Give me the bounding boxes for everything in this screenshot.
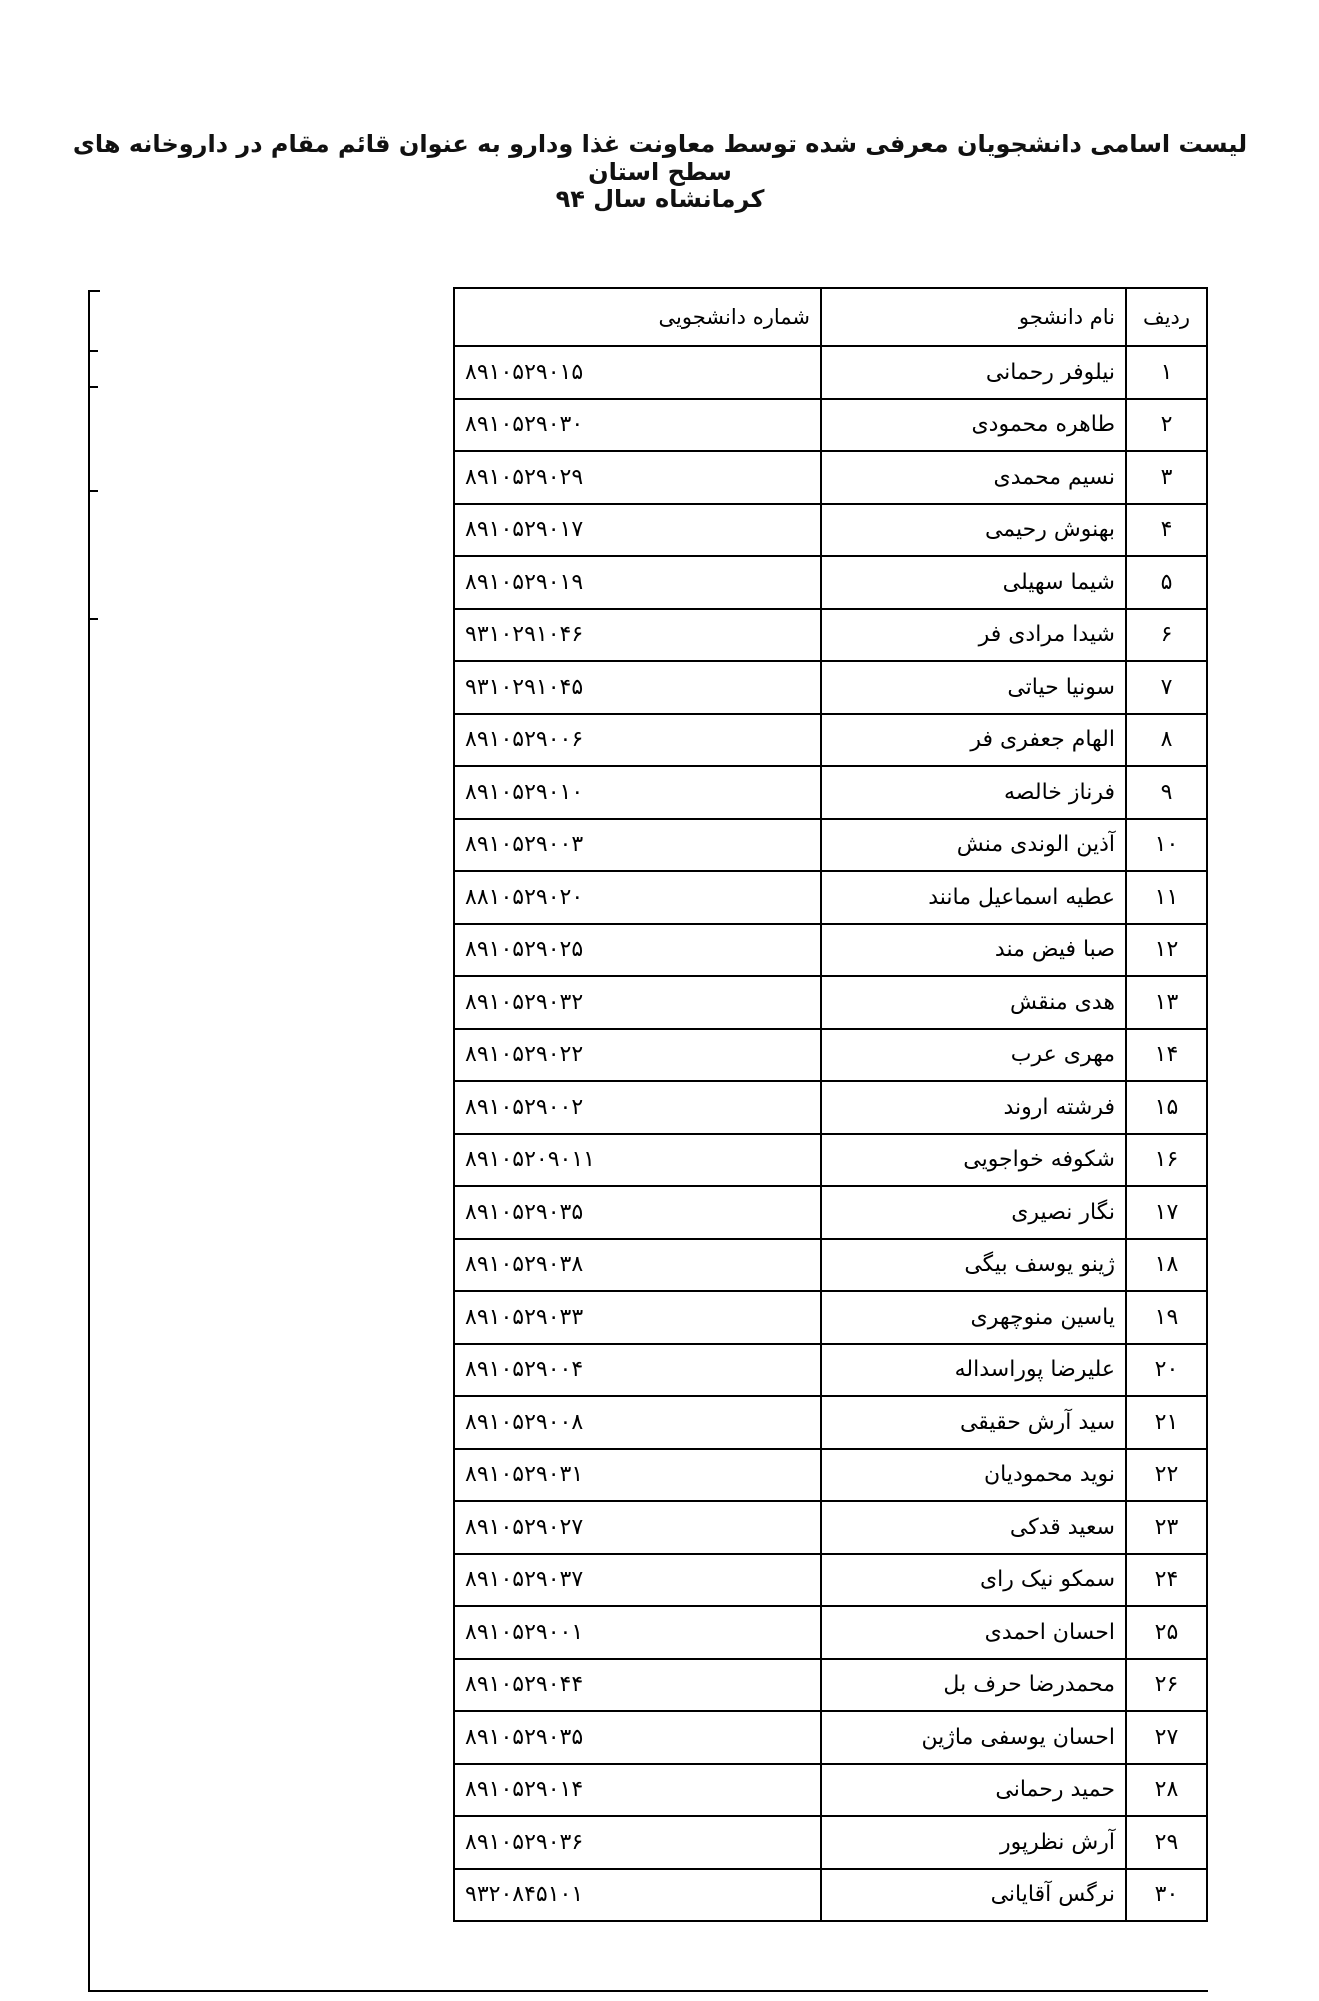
row-number-cell: ۲ xyxy=(1126,399,1207,452)
scan-edge-tick xyxy=(88,490,98,492)
student-id-cell: ۸۹۱۰۵۲۹۰۳۶ xyxy=(454,1816,821,1869)
table-row xyxy=(454,346,1207,399)
row-number-cell: ۲۵ xyxy=(1126,1606,1207,1659)
table-row xyxy=(454,1344,1207,1397)
table-row xyxy=(454,504,1207,557)
student-name-cell: نوید محمودیان xyxy=(821,1449,1126,1502)
table-row xyxy=(454,1764,1207,1817)
table-row xyxy=(454,1239,1207,1292)
row-number-cell: ۷ xyxy=(1126,661,1207,714)
student-id-cell: ۸۹۱۰۵۲۹۰۰۲ xyxy=(454,1081,821,1134)
student-name-cell: سعید قدکی xyxy=(821,1501,1126,1554)
scan-edge-tick xyxy=(88,618,98,620)
row-number-cell: ۱ xyxy=(1126,346,1207,399)
table-row xyxy=(454,399,1207,452)
row-number-cell: ۲۸ xyxy=(1126,1764,1207,1817)
student-id-cell: ۸۹۱۰۵۲۹۰۰۴ xyxy=(454,1344,821,1397)
student-name-cell: احسان احمدی xyxy=(821,1606,1126,1659)
table-row xyxy=(454,1081,1207,1134)
table-row xyxy=(454,819,1207,872)
table-row xyxy=(454,556,1207,609)
student-id-cell: ۸۹۱۰۵۲۹۰۰۱ xyxy=(454,1606,821,1659)
student-name-cell: فرشته اروند xyxy=(821,1081,1126,1134)
scan-edge-line xyxy=(88,290,90,1990)
student-name-cell: محمدرضا حرف بل xyxy=(821,1659,1126,1712)
student-id-cell: ۸۹۱۰۵۲۹۰۳۲ xyxy=(454,976,821,1029)
table-row xyxy=(454,1816,1207,1869)
student-id-cell: ۸۹۱۰۵۲۹۰۲۲ xyxy=(454,1029,821,1082)
student-id-cell: ۸۹۱۰۵۲۹۰۱۵ xyxy=(454,346,821,399)
student-name-cell: بهنوش رحیمی xyxy=(821,504,1126,557)
student-name-cell: عطیه اسماعیل مانند xyxy=(821,871,1126,924)
student-name-cell: طاهره محمودی xyxy=(821,399,1126,452)
student-name-cell: حمید رحمانی xyxy=(821,1764,1126,1817)
student-id-cell: ۸۹۱۰۵۲۹۰۳۳ xyxy=(454,1291,821,1344)
table-row xyxy=(454,1291,1207,1344)
table-row xyxy=(454,451,1207,504)
scan-edge-tick xyxy=(88,290,100,292)
table-row xyxy=(454,661,1207,714)
row-number-cell: ۵ xyxy=(1126,556,1207,609)
row-number-cell: ۲۲ xyxy=(1126,1449,1207,1502)
header-row-number: ردیف xyxy=(1126,288,1207,346)
student-name-cell: نرگس آقایانی xyxy=(821,1869,1126,1922)
student-id-cell: ۸۹۱۰۵۲۹۰۱۷ xyxy=(454,504,821,557)
row-number-cell: ۲۱ xyxy=(1126,1396,1207,1449)
student-name-cell: نگار نصیری xyxy=(821,1186,1126,1239)
table-row xyxy=(454,1501,1207,1554)
row-number-cell: ۴ xyxy=(1126,504,1207,557)
row-number-cell: ۶ xyxy=(1126,609,1207,662)
student-id-cell: ۸۹۱۰۵۲۹۰۲۹ xyxy=(454,451,821,504)
student-id-cell: ۸۹۱۰۵۲۹۰۰۳ xyxy=(454,819,821,872)
row-number-cell: ۱۱ xyxy=(1126,871,1207,924)
student-name-cell: شیما سهیلی xyxy=(821,556,1126,609)
table-row xyxy=(454,714,1207,767)
table-row xyxy=(454,1134,1207,1187)
student-id-cell: ۸۹۱۰۵۲۹۰۳۵ xyxy=(454,1186,821,1239)
student-id-cell: ۸۸۱۰۵۲۹۰۲۰ xyxy=(454,871,821,924)
student-name-cell: آذین الوندی منش xyxy=(821,819,1126,872)
row-number-cell: ۳ xyxy=(1126,451,1207,504)
table-row xyxy=(454,871,1207,924)
table-row xyxy=(454,766,1207,819)
student-name-cell: هدی منقش xyxy=(821,976,1126,1029)
table-row xyxy=(454,1186,1207,1239)
row-number-cell: ۸ xyxy=(1126,714,1207,767)
student-name-cell: احسان یوسفی ماژین xyxy=(821,1711,1126,1764)
student-name-cell: نیلوفر رحمانی xyxy=(821,346,1126,399)
row-number-cell: ۱۵ xyxy=(1126,1081,1207,1134)
student-name-cell: سید آرش حقیقی xyxy=(821,1396,1126,1449)
student-id-cell: ۸۹۱۰۵۲۹۰۳۵ xyxy=(454,1711,821,1764)
table-row xyxy=(454,1659,1207,1712)
student-name-cell: ژینو یوسف بیگی xyxy=(821,1239,1126,1292)
row-number-cell: ۲۷ xyxy=(1126,1711,1207,1764)
student-name-cell: شیدا مرادی فر xyxy=(821,609,1126,662)
scan-edge-bottom xyxy=(88,1990,1208,1992)
row-number-cell: ۱۴ xyxy=(1126,1029,1207,1082)
table-row xyxy=(454,1554,1207,1607)
row-number-cell: ۱۷ xyxy=(1126,1186,1207,1239)
student-id-cell: ۸۹۱۰۵۲۹۰۱۹ xyxy=(454,556,821,609)
student-id-cell: ۹۳۱۰۲۹۱۰۴۵ xyxy=(454,661,821,714)
table-row xyxy=(454,1396,1207,1449)
student-name-cell: سمکو نیک رای xyxy=(821,1554,1126,1607)
table-row xyxy=(454,1711,1207,1764)
student-id-cell: ۸۹۱۰۵۲۹۰۰۶ xyxy=(454,714,821,767)
row-number-cell: ۱۲ xyxy=(1126,924,1207,977)
student-name-cell: مهری عرب xyxy=(821,1029,1126,1082)
table-row xyxy=(454,609,1207,662)
row-number-cell: ۹ xyxy=(1126,766,1207,819)
student-id-cell: ۸۹۱۰۵۲۹۰۲۷ xyxy=(454,1501,821,1554)
row-number-cell: ۲۴ xyxy=(1126,1554,1207,1607)
document-title-line-1: لیست اسامی دانشجویان معرفی شده توسط معاونت غذا ودارو به عنوان قائم مقام در داروخانه های سطح استان xyxy=(72,130,1248,186)
row-number-cell: ۱۹ xyxy=(1126,1291,1207,1344)
student-name-cell: شکوفه خواجویی xyxy=(821,1134,1126,1187)
student-name-cell: یاسین منوچهری xyxy=(821,1291,1126,1344)
header-student-name: نام دانشجو xyxy=(821,288,1126,346)
scan-edge-tick xyxy=(88,386,98,388)
students-table xyxy=(453,287,1208,1922)
student-id-cell: ۸۹۱۰۵۲۰۹۰۱۱ xyxy=(454,1134,821,1187)
table-row xyxy=(454,1029,1207,1082)
row-number-cell: ۲۶ xyxy=(1126,1659,1207,1712)
table-row xyxy=(454,1869,1207,1922)
row-number-cell: ۱۰ xyxy=(1126,819,1207,872)
row-number-cell: ۲۹ xyxy=(1126,1816,1207,1869)
row-number-cell: ۲۳ xyxy=(1126,1501,1207,1554)
student-id-cell: ۸۹۱۰۵۲۹۰۰۸ xyxy=(454,1396,821,1449)
student-id-cell: ۸۹۱۰۵۲۹۰۱۴ xyxy=(454,1764,821,1817)
document-title-line-2: کرمانشاه سال ۹۴ xyxy=(555,185,765,213)
student-id-cell: ۸۹۱۰۵۲۹۰۳۷ xyxy=(454,1554,821,1607)
student-id-cell: ۹۳۱۰۲۹۱۰۴۶ xyxy=(454,609,821,662)
table-body xyxy=(454,346,1207,1921)
student-id-cell: ۸۹۱۰۵۲۹۰۳۰ xyxy=(454,399,821,452)
student-name-cell: آرش نظرپور xyxy=(821,1816,1126,1869)
table-row xyxy=(454,924,1207,977)
student-id-cell: ۸۹۱۰۵۲۹۰۱۰ xyxy=(454,766,821,819)
header-student-id: شماره دانشجویی xyxy=(454,288,821,346)
student-id-cell: ۸۹۱۰۵۲۹۰۳۸ xyxy=(454,1239,821,1292)
row-number-cell: ۱۳ xyxy=(1126,976,1207,1029)
row-number-cell: ۱۸ xyxy=(1126,1239,1207,1292)
student-id-cell: ۹۳۲۰۸۴۵۱۰۱ xyxy=(454,1869,821,1922)
table-header-row xyxy=(454,288,1207,346)
scan-edge-tick xyxy=(88,350,98,352)
student-name-cell: صبا فیض مند xyxy=(821,924,1126,977)
table-row xyxy=(454,976,1207,1029)
student-name-cell: علیرضا پوراسداله xyxy=(821,1344,1126,1397)
row-number-cell: ۳۰ xyxy=(1126,1869,1207,1922)
student-name-cell: نسیم محمدی xyxy=(821,451,1126,504)
table-row xyxy=(454,1606,1207,1659)
student-id-cell: ۸۹۱۰۵۲۹۰۲۵ xyxy=(454,924,821,977)
row-number-cell: ۱۶ xyxy=(1126,1134,1207,1187)
student-name-cell: فرناز خالصه xyxy=(821,766,1126,819)
row-number-cell: ۲۰ xyxy=(1126,1344,1207,1397)
student-id-cell: ۸۹۱۰۵۲۹۰۳۱ xyxy=(454,1449,821,1502)
student-id-cell: ۸۹۱۰۵۲۹۰۴۴ xyxy=(454,1659,821,1712)
student-name-cell: الهام جعفری فر xyxy=(821,714,1126,767)
student-name-cell: سونیا حیاتی xyxy=(821,661,1126,714)
table-row xyxy=(454,1449,1207,1502)
